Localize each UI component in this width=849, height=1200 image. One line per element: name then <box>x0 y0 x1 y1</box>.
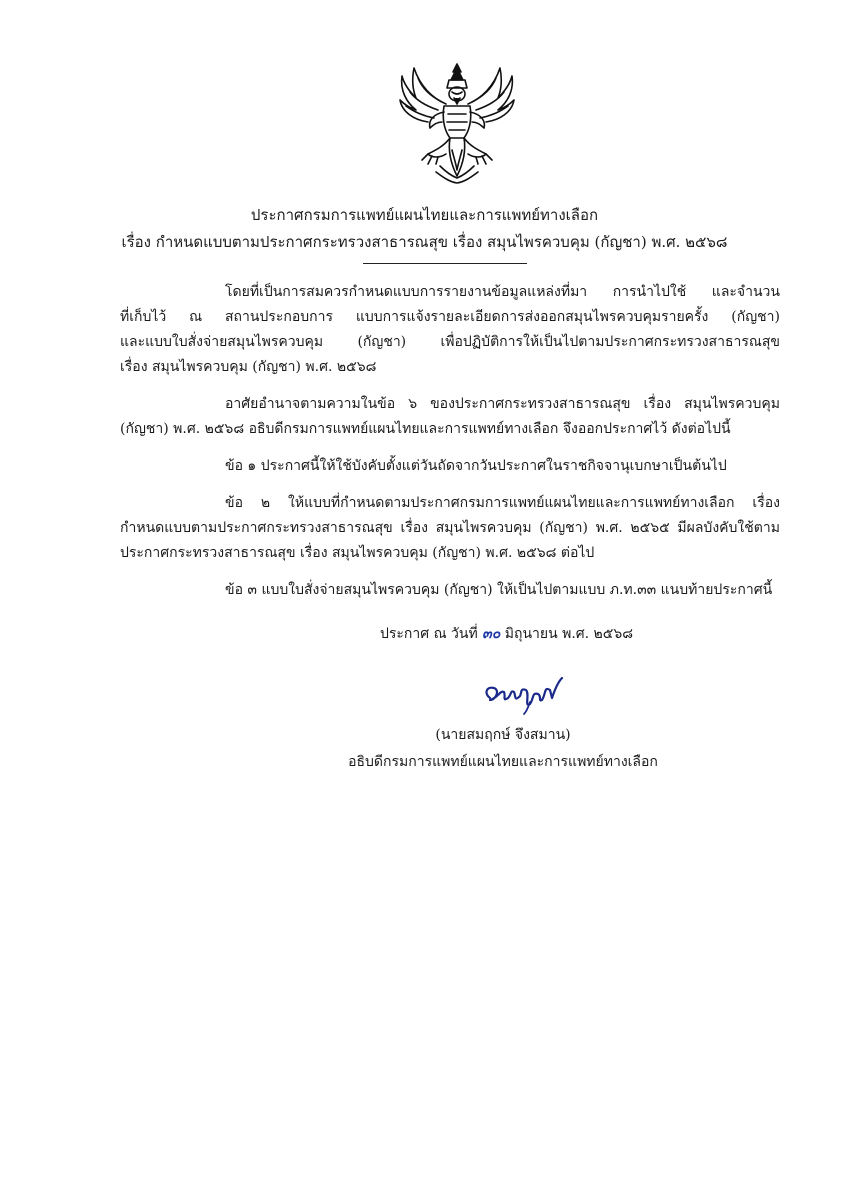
garuda-emblem-icon <box>392 58 522 186</box>
body-line: เรื่อง สมุนไพรควบคุม (กัญชา) พ.ศ. ๒๕๖๘ <box>120 359 377 375</box>
body-word: โดยที่เป็นการสมควรกำหนดแบบการรายงานข้อมูลแหล่งที่มา <box>225 284 588 300</box>
body-word: กำหนดแบบตามประกาศกระทรวงสาธารณสุข <box>120 520 393 536</box>
body-line <box>120 491 780 516</box>
heading-title: ประกาศกรมการแพทย์แผนไทยและการแพทย์ทางเลือก <box>250 206 599 224</box>
body-word: ข้อ <box>225 495 243 511</box>
body-word: การนำไปใช้ <box>612 284 687 300</box>
body-word: อาศัยอำนาจตามความในข้อ <box>225 396 396 412</box>
signer-block <box>338 722 668 776</box>
body-line: ข้อ ๑ ประกาศนี้ให้ใช้บังคับตั้งแต่วันถัดจากวันประกาศในราชกิจจานุเบกษาเป็นต้นไป <box>225 458 727 474</box>
body-line <box>120 280 780 305</box>
body-word: ณ <box>189 309 203 325</box>
body-word: ของประกาศกระทรวงสาธารณสุข <box>430 396 631 412</box>
body-word: ๒๕๖๕ <box>630 520 670 536</box>
paragraph-gap <box>120 566 780 578</box>
body-word: และแบบใบสั่งจ่ายสมุนไพรควบคุม <box>120 334 324 350</box>
body-word: เพื่อปฏิบัติการให้เป็นไปตามประกาศกระทรวงสาธารณสุข <box>440 334 780 350</box>
body-word: ที่เก็บไว้ <box>120 309 167 325</box>
paragraph-clause-1 <box>120 454 780 479</box>
body-word: มีผลบังคับใช้ตาม <box>677 520 780 536</box>
body-line <box>120 392 780 417</box>
heading-subject: เรื่อง กำหนดแบบตามประกาศกระทรวงสาธารณสุข เรื่อง สมุนไพรควบคุม (กัญชา) พ.ศ. ๒๕๖๘ <box>121 233 728 251</box>
paragraph-gap <box>120 380 780 392</box>
signer-name: (นายสมฤกษ์ จึงสมาน) <box>435 727 571 743</box>
dateline <box>380 622 633 647</box>
heading-divider <box>363 263 527 264</box>
body-word: ให้แบบที่กำหนดตามประกาศกรมการแพทย์แผนไทยและการแพทย์ทางเลือก <box>288 495 735 511</box>
body-word: ๒ <box>260 495 271 511</box>
signature-icon <box>480 668 570 716</box>
body-word: เรื่อง <box>752 495 780 511</box>
body-line <box>120 305 780 330</box>
dateline-suffix: มิถุนายน พ.ศ. ๒๕๖๘ <box>504 626 634 642</box>
body-line <box>120 516 780 541</box>
paragraph-clause-3 <box>120 578 780 603</box>
body-word: แบบการแจ้งรายละเอียดการส่งออกสมุนไพรควบคุมรายครั้ง <box>355 309 709 325</box>
body-line: ประกาศกระทรวงสาธารณสุข เรื่อง สมุนไพรควบคุม (กัญชา) พ.ศ. ๒๕๖๘ ต่อไป <box>120 545 595 561</box>
body-word: (กัญชา) <box>539 520 588 536</box>
body-word: ๖ <box>408 396 418 412</box>
body-word: สมุนไพรควบคุม <box>435 520 532 536</box>
paragraph-gap <box>120 442 780 454</box>
body-word: พ.ศ. <box>595 520 623 536</box>
body-line: ข้อ ๓ แบบใบสั่งจ่ายสมุนไพรควบคุม (กัญชา) ให้เป็นไปตามแบบ ภ.ท.๓๓ แนบท้ายประกาศนี้ <box>225 582 773 598</box>
paragraph-preamble <box>120 280 780 380</box>
body-word: สมุนไพรควบคุม <box>684 396 780 412</box>
body-word: (กัญชา) <box>731 309 780 325</box>
paragraph-authority <box>120 392 780 442</box>
body-word: (กัญชา) <box>357 334 407 350</box>
body-line: (กัญชา) พ.ศ. ๒๕๖๘ อธิบดีกรมการแพทย์แผนไทยและการแพทย์ทางเลือก จึงออกประกาศไว้ ดังต่อไปนี้ <box>120 421 731 437</box>
paragraph-clause-2 <box>120 491 780 566</box>
document-body <box>120 280 780 603</box>
body-word: สถานประกอบการ <box>224 309 333 325</box>
signer-position: อธิบดีกรมการแพทย์แผนไทยและการแพทย์ทางเลือก <box>348 754 658 770</box>
body-word: เรื่อง <box>400 520 429 536</box>
dateline-day: ๓๐ <box>482 626 501 642</box>
dateline-prefix: ประกาศ ณ วันที่ <box>380 626 478 642</box>
document-heading <box>60 202 789 256</box>
paragraph-gap <box>120 479 780 491</box>
body-word: เรื่อง <box>643 396 672 412</box>
body-line <box>120 330 780 355</box>
body-word: และจำนวน <box>711 284 780 300</box>
